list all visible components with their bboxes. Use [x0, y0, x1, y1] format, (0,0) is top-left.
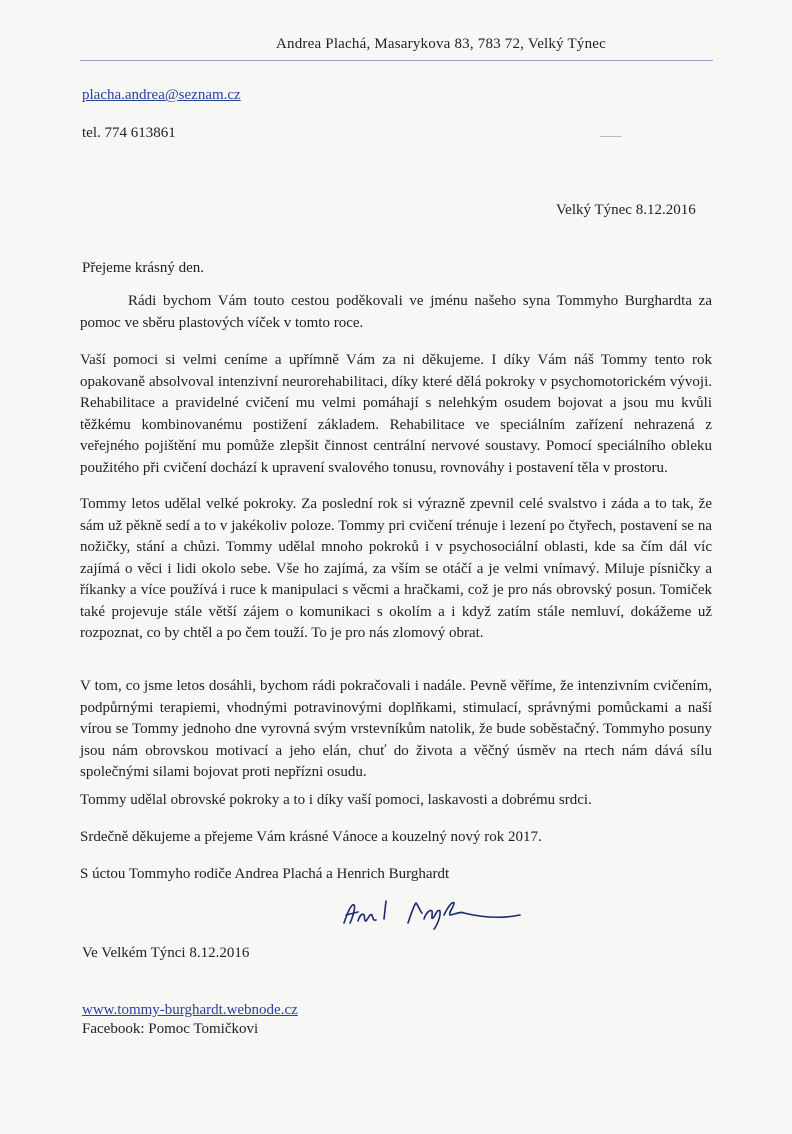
paragraph-thanks: Rádi bychom Vám touto cestou poděkovali ve jménu našeho syna Tommyho Burghardta za pomoc ve sběru plastových víček v tomto roce. — [80, 293, 712, 331]
paragraph-future: V tom, co jsme letos dosáhli, bychom rádi pokračovali i nadále. Pevně věříme, že intenzivním cvičením, podpůrnými terapiemi, vhodnými potravinovými doplňkami, stimulací, správnými pomůckami a naší vírou se Tommy jednoho dne vyrovná svým vrstevníkům natolik, že bude soběstačný. Tommyho posuny jsou nám obrovskou motivací a jeho elán, chuť do života a věčný úsměv na rtech nám dává sílu společnými silami bojovat proti nepřízni osudu. — [80, 678, 712, 780]
scan-mark — [600, 136, 622, 137]
closing-place-date: Ve Velkém Týnci 8.12.2016 — [82, 945, 250, 961]
header-divider — [80, 60, 713, 61]
paragraph-rehabilitation: Vaší pomoci si velmi ceníme a upřímně Vám za ni děkujeme. I díky Vám náš Tommy tento rok opakovaně absolvoval intenzivní neurorehabilitaci, díky které dělá pokroky v psychomotorickém vývoji. Rehabilitace a pravidelné cvičení mu velmi pomáhají s nelehkým osudem bojovat a jsou mu kvůli těžkému kombinovanému postižení základem. Rehabilitace ve speciálním zařízení nehrazená z veřejného pojištění mu pomůže zlepšit činnost centrální nervové soustavy. Pomocí speciálního obleku použitého při cvičení dochází k upravení svalového tonusu, rovnováhy i postavení těla v prostoru. — [80, 352, 712, 476]
paragraph-gratitude: Tommy udělal obrovské pokroky a to i díky vaší pomoci, laskavosti a dobrému srdci. — [80, 792, 592, 808]
email-link[interactable]: placha.andrea@seznam.cz — [82, 87, 241, 103]
sender-address: Andrea Plachá, Masarykova 83, 783 72, Velký Týnec — [275, 36, 606, 52]
paragraph-progress: Tommy letos udělal velké pokroky. Za poslední rok si výrazně zpevnil celé svalstvo i záda a to tak, že sám už pěkně sedí a to v jakékoliv poloze. Tommy pri cvičení trénuje i lezení po čtyřech, postavení se na nožičky, stání a chůzi. Tommy udělal mnoho pokroků i v psychosociální oblasti, kde sa čím dál víc zajímá o věci i lidi okolo sebe. Vše ho zajímá, za vším se otáčí a je velmi vnímavý. Miluje písničky a říkanky a více používá i ruce k manipulaci s věcmi a hračkami, což je pro nás obrovský posun. Tomiček také projevuje stále větší zájem o komunikaci s okolím a i když zatím stále nemluví, dokážeme už rozpoznat, co by chtěl a po čem touží. To je pro nás zlomový obrat. — [80, 496, 712, 641]
greeting: Přejeme krásný den. — [82, 260, 205, 276]
website-link[interactable]: www.tommy-burghardt.webnode.cz — [82, 1002, 298, 1018]
letter-date: Velký Týnec 8.12.2016 — [556, 202, 696, 218]
phone-number: tel. 774 613861 — [82, 125, 176, 141]
facebook-page: Facebook: Pomoc Tomičkovi — [82, 1021, 259, 1037]
paragraph-regards: S úctou Tommyho rodiče Andrea Plachá a Henrich Burghardt — [80, 866, 450, 882]
handwritten-signature — [340, 893, 540, 935]
paragraph-wishes: Srdečně děkujeme a přejeme Vám krásné Vánoce a kouzelný nový rok 2017. — [80, 829, 542, 845]
